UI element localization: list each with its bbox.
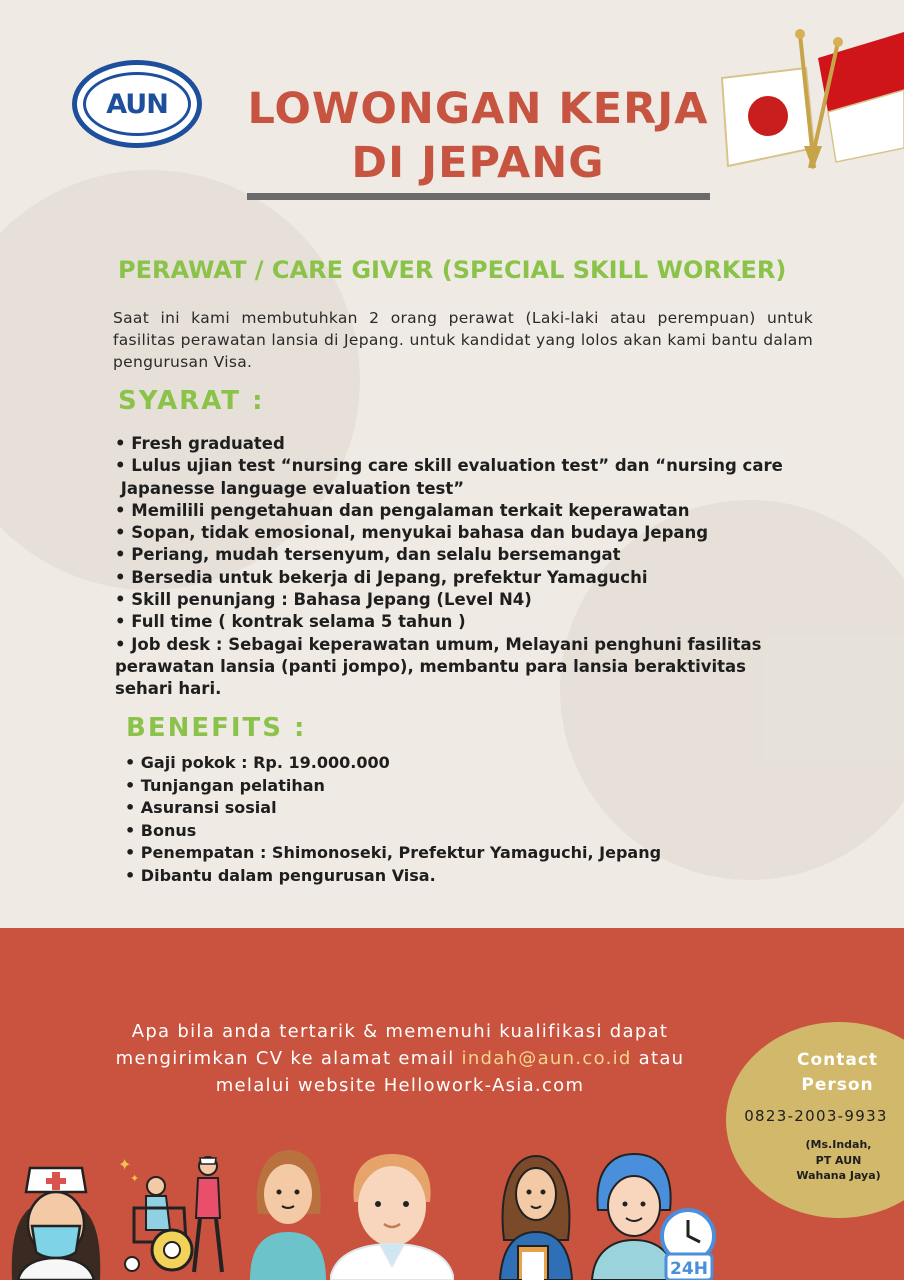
- contact-phone[interactable]: 0823-2003-9933: [744, 1107, 888, 1125]
- contact-title-line-2: Person: [801, 1075, 874, 1095]
- list-item: • Lulus ujian test “nursing care skill evaluation test” dan “nursing care: [115, 456, 783, 476]
- nurse-with-clipboard-icon: [494, 1150, 578, 1280]
- japan-flag-icon: [722, 68, 814, 166]
- male-doctor-icon: [330, 1150, 454, 1280]
- wheelchair-caregiver-icon: [116, 1152, 242, 1278]
- benefits-list: [125, 752, 725, 887]
- list-item: • Gaji pokok : Rp. 19.000.000: [125, 753, 390, 772]
- title-divider: [247, 193, 710, 200]
- email-link[interactable]: indah@aun.co.id: [461, 1048, 632, 1069]
- list-item: • Skill penunjang : Bahasa Jepang (Level N4): [115, 590, 532, 610]
- indonesia-flag-icon: [818, 32, 904, 162]
- job-intro: Saat ini kami membutuhkan 2 orang perawat (Laki-laki atau perempuan) untuk fasilitas perawatan lansia di Jepang. untuk kandidat yang lolos akan kami bantu dalam pengurusan Visa.: [113, 309, 813, 371]
- list-item: • Bonus: [125, 820, 197, 840]
- list-item: • Fresh graduated: [115, 434, 285, 453]
- title-line-2: DI JEPANG: [351, 138, 605, 188]
- logo-text: AUN: [83, 72, 191, 136]
- cta-text: mengirimkan CV ke alamat email: [115, 1048, 462, 1069]
- contact-title: [780, 1048, 895, 1098]
- call-to-action: [60, 1018, 740, 1099]
- cta-line-1: Apa bila anda tertarik & memenuhi kualifikasi dapat: [131, 1021, 669, 1042]
- svg-text:✦: ✦: [118, 1155, 132, 1174]
- page-title: [240, 82, 716, 190]
- title-line-1: LOWONGAN KERJA: [247, 84, 709, 134]
- list-item: • Periang, mudah tersenyum, dan selalu bersemangat: [115, 545, 621, 565]
- list-item: Japanesse language evaluation test”: [115, 478, 465, 498]
- masked-nurse-icon: [0, 1160, 112, 1280]
- cta-line-2: [60, 1045, 740, 1072]
- cta-text: atau: [631, 1048, 685, 1069]
- list-item: • Bersedia untuk bekerja di Jepang, prefektur Yamaguchi: [115, 567, 648, 587]
- svg-text:✦: ✦: [130, 1172, 140, 1185]
- list-item: • Memilili pengetahuan dan pengalaman terkait keperawatan: [115, 500, 690, 520]
- list-item: • Full time ( kontrak selama 5 tahun ): [115, 612, 466, 632]
- clock-label: 24H: [670, 1259, 708, 1279]
- benefits-heading: BENEFITS :: [126, 713, 307, 743]
- contact-name: [776, 1137, 901, 1184]
- list-item: • Dibantu dalam pengurusan Visa.: [125, 865, 436, 885]
- list-item: • Sopan, tidak emosional, menyukai bahasa dan budaya Jepang: [115, 523, 709, 543]
- requirements-list: [115, 433, 795, 701]
- japan-indonesia-flags-icon: [710, 28, 904, 178]
- job-subtitle: PERAWAT / CARE GIVER (SPECIAL SKILL WORKER): [118, 256, 787, 284]
- company-logo: [72, 60, 202, 148]
- list-item: sehari hari.: [115, 679, 222, 699]
- list-item: • Penempatan : Shimonoseki, Prefektur Yamaguchi, Jepang: [125, 843, 662, 862]
- contact-name-line-2: PT AUN: [815, 1153, 862, 1167]
- cta-line-3: melalui website Hellowork-Asia.com: [215, 1075, 585, 1096]
- list-item: perawatan lansia (panti jompo), membantu para lansia beraktivitas: [115, 656, 747, 676]
- contact-title-line-1: Contact: [796, 1050, 879, 1070]
- list-item: • Asuransi sosial: [125, 798, 277, 817]
- list-item: • Tunjangan pelatihan: [125, 775, 325, 795]
- female-nurse-icon: [246, 1144, 328, 1280]
- requirements-heading: SYARAT :: [118, 386, 265, 416]
- contact-name-line-1: (Ms.Indah,: [805, 1138, 872, 1151]
- contact-name-line-3: Wahana Jaya): [796, 1169, 881, 1182]
- nurse-24h-icon: [588, 1150, 724, 1280]
- list-item: • Job desk : Sebagai keperawatan umum, Melayani penghuni fasilitas: [115, 634, 762, 654]
